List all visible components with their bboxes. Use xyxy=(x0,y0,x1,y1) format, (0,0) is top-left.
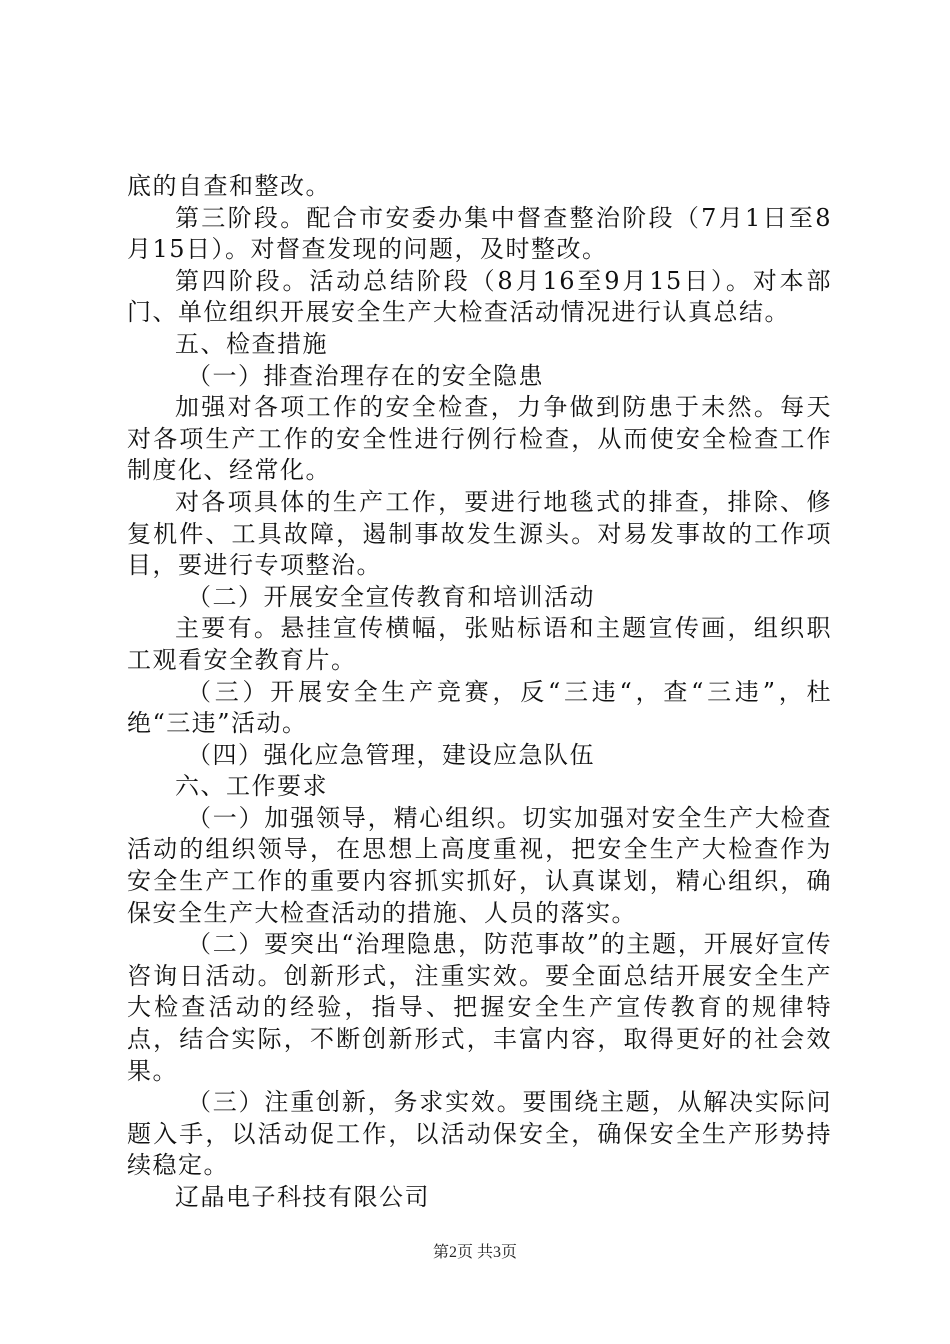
paragraph: （三）注重创新，务求实效。要围绕主题，从解决实际问题入手，以活动促工作，以活动保安全，确保安全生产形势持续稳定。 xyxy=(127,1088,832,1180)
paragraph: 第三阶段。配合市安委办集中督查整治阶段（7月1日至8月15日）。对督查发现的问题，及时整改。 xyxy=(127,203,832,264)
paragraph: （一）加强领导，精心组织。切实加强对安全生产大检查活动的组织领导，在思想上高度重视，把安全生产大检查作为安全生产工作的重要内容抓实抓好，认真谋划，精心组织，确保安全生产大检查活动的措施、人员的落实。 xyxy=(127,803,832,927)
paragraph: 六、工作要求 xyxy=(175,772,328,801)
page-footer: 第2页 共3页 xyxy=(432,1244,517,1261)
paragraph: 底的自查和整改。 xyxy=(127,172,331,200)
paragraph: 五、检查措施 xyxy=(175,329,328,358)
paragraph: 对各项具体的生产工作，要进行地毯式的排查，排除、修复机件、工具故障，遏制事故发生源头。对易发事故的工作项目，要进行专项整治。 xyxy=(127,487,832,580)
paragraph: （三）开展安全生产竞赛，反“三违“，查“三违”，杜绝“三违”活动。 xyxy=(127,677,832,738)
paragraph: 辽晶电子科技有限公司 xyxy=(175,1183,430,1211)
paragraph: （一）排查治理存在的安全隐患 xyxy=(187,361,544,390)
paragraph: 第四阶段。活动总结阶段（8月16至9月15日）。对本部门、单位组织开展安全生产大检查活动情况进行认真总结。 xyxy=(127,266,832,327)
paragraph: （四）强化应急管理，建设应急队伍 xyxy=(187,740,595,769)
paragraph: （二）开展安全宣传教育和培训活动 xyxy=(187,582,595,611)
document-body xyxy=(127,171,832,1214)
paragraph: 主要有。悬挂宣传横幅，张贴标语和主题宣传画，组织职工观看安全教育片。 xyxy=(127,614,832,674)
paragraph: 加强对各项工作的安全检查，力争做到防患于未然。每天对各项生产工作的安全性进行例行检查，从而使安全检查工作制度化、经常化。 xyxy=(127,393,832,485)
paragraph: （二）要突出“治理隐患，防范事故”的主题，开展好宣传咨询日活动。创新形式，注重实效。要全面总结开展安全生产大检查活动的经验，指导、把握安全生产宣传教育的规律特点，结合实际，不断创新形式，丰富内容，取得更好的社会效果。 xyxy=(127,930,832,1085)
